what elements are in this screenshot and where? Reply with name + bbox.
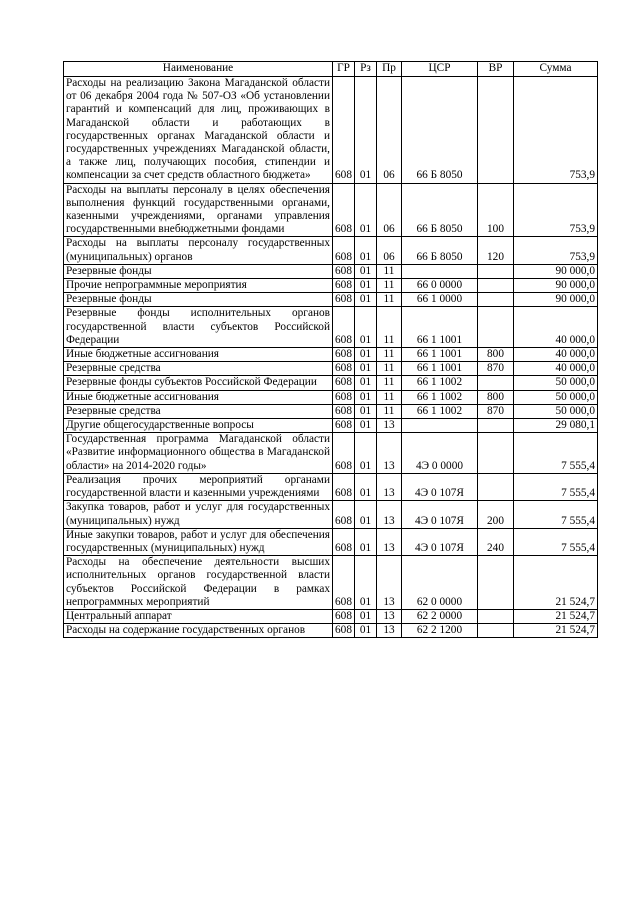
header-gr: ГР xyxy=(333,62,355,77)
cell-vr xyxy=(478,609,514,623)
cell-csr: 66 Б 8050 xyxy=(402,237,478,264)
cell-rz: 01 xyxy=(355,77,377,184)
cell-vr xyxy=(478,419,514,433)
table-row xyxy=(64,501,598,528)
cell-sum: 40 000,0 xyxy=(514,348,598,362)
cell-vr xyxy=(478,556,514,610)
budget-table xyxy=(63,61,598,638)
cell-sum: 50 000,0 xyxy=(514,376,598,390)
table-row xyxy=(64,404,598,418)
cell-name: Государственная программа Магаданской области «Развитие информационного общества в Магаданской области» на 2014-2020 годы» xyxy=(64,433,333,474)
cell-sum: 753,9 xyxy=(514,183,598,237)
cell-pr: 11 xyxy=(377,264,402,278)
cell-rz: 01 xyxy=(355,279,377,293)
cell-gr: 608 xyxy=(333,528,355,555)
cell-name: Другие общегосударственные вопросы xyxy=(64,419,333,433)
cell-gr: 608 xyxy=(333,556,355,610)
cell-name: Резервные фонды xyxy=(64,293,333,307)
cell-rz: 01 xyxy=(355,419,377,433)
cell-pr: 11 xyxy=(377,279,402,293)
cell-rz: 01 xyxy=(355,293,377,307)
cell-pr: 06 xyxy=(377,237,402,264)
cell-vr xyxy=(478,307,514,348)
cell-csr xyxy=(402,264,478,278)
cell-name: Расходы на содержание государственных органов xyxy=(64,624,333,638)
table-row xyxy=(64,307,598,348)
cell-rz: 01 xyxy=(355,362,377,376)
cell-sum: 29 080,1 xyxy=(514,419,598,433)
cell-sum: 90 000,0 xyxy=(514,264,598,278)
table-row xyxy=(64,279,598,293)
cell-rz: 01 xyxy=(355,609,377,623)
cell-name: Резервные средства xyxy=(64,362,333,376)
cell-gr: 608 xyxy=(333,348,355,362)
cell-rz: 01 xyxy=(355,624,377,638)
cell-gr: 608 xyxy=(333,419,355,433)
table-row xyxy=(64,183,598,237)
cell-vr: 120 xyxy=(478,237,514,264)
cell-name: Расходы на выплаты персоналу в целях обеспечения выполнения функций государственными органами, казенными учреждениями, органами управления государственными внебюджетными фондами xyxy=(64,183,333,237)
cell-csr: 66 0 0000 xyxy=(402,279,478,293)
cell-rz: 01 xyxy=(355,264,377,278)
cell-csr: 4Э 0 107Я xyxy=(402,528,478,555)
cell-sum: 7 555,4 xyxy=(514,501,598,528)
cell-vr: 100 xyxy=(478,183,514,237)
cell-name: Резервные фонды xyxy=(64,264,333,278)
cell-pr: 13 xyxy=(377,419,402,433)
cell-vr: 800 xyxy=(478,390,514,404)
header-csr: ЦСР xyxy=(402,62,478,77)
cell-name: Иные бюджетные ассигнования xyxy=(64,390,333,404)
table-row xyxy=(64,419,598,433)
cell-rz: 01 xyxy=(355,376,377,390)
cell-vr xyxy=(478,473,514,500)
cell-gr: 608 xyxy=(333,376,355,390)
table-row xyxy=(64,348,598,362)
cell-gr: 608 xyxy=(333,473,355,500)
cell-pr: 11 xyxy=(377,293,402,307)
cell-gr: 608 xyxy=(333,279,355,293)
cell-rz: 01 xyxy=(355,237,377,264)
cell-pr: 13 xyxy=(377,528,402,555)
cell-sum: 7 555,4 xyxy=(514,528,598,555)
cell-vr: 870 xyxy=(478,362,514,376)
cell-csr: 66 Б 8050 xyxy=(402,77,478,184)
cell-pr: 13 xyxy=(377,433,402,474)
header-rz: Рз xyxy=(355,62,377,77)
cell-vr: 870 xyxy=(478,404,514,418)
cell-pr: 06 xyxy=(377,183,402,237)
cell-vr xyxy=(478,279,514,293)
cell-pr: 13 xyxy=(377,556,402,610)
cell-rz: 01 xyxy=(355,556,377,610)
cell-name: Расходы на выплаты персоналу государственных (муниципальных) органов xyxy=(64,237,333,264)
cell-rz: 01 xyxy=(355,501,377,528)
cell-gr: 608 xyxy=(333,307,355,348)
cell-sum: 21 524,7 xyxy=(514,624,598,638)
cell-csr: 66 1 1001 xyxy=(402,307,478,348)
cell-vr xyxy=(478,624,514,638)
cell-csr: 66 1 0000 xyxy=(402,293,478,307)
cell-sum: 90 000,0 xyxy=(514,293,598,307)
cell-csr: 66 1 1001 xyxy=(402,348,478,362)
cell-csr: 4Э 0 107Я xyxy=(402,473,478,500)
cell-csr xyxy=(402,419,478,433)
cell-pr: 11 xyxy=(377,376,402,390)
cell-csr: 62 2 0000 xyxy=(402,609,478,623)
cell-name: Расходы на реализацию Закона Магаданской области от 06 декабря 2004 года № 507-ОЗ «Об установлении гарантий и компенсаций для лиц, проживающих в Магаданской области и работающих в государственных органах Магаданской области и государственных учреждениях Магаданской области, а также лиц, получающих пособия, стипендии и компенсации за счет средств областного бюджета» xyxy=(64,77,333,184)
cell-csr: 4Э 0 0000 xyxy=(402,433,478,474)
cell-name: Прочие непрограммные мероприятия xyxy=(64,279,333,293)
cell-rz: 01 xyxy=(355,348,377,362)
cell-gr: 608 xyxy=(333,77,355,184)
cell-vr: 200 xyxy=(478,501,514,528)
cell-rz: 01 xyxy=(355,307,377,348)
cell-sum: 7 555,4 xyxy=(514,433,598,474)
table-row xyxy=(64,362,598,376)
cell-csr: 66 1 1002 xyxy=(402,404,478,418)
cell-sum: 21 524,7 xyxy=(514,556,598,610)
cell-rz: 01 xyxy=(355,433,377,474)
cell-gr: 608 xyxy=(333,293,355,307)
cell-gr: 608 xyxy=(333,183,355,237)
cell-name: Иные бюджетные ассигнования xyxy=(64,348,333,362)
header-pr: Пр xyxy=(377,62,402,77)
cell-gr: 608 xyxy=(333,624,355,638)
cell-sum: 753,9 xyxy=(514,237,598,264)
cell-pr: 13 xyxy=(377,609,402,623)
cell-vr xyxy=(478,293,514,307)
cell-rz: 01 xyxy=(355,183,377,237)
table-row xyxy=(64,237,598,264)
table-header-row xyxy=(64,62,598,77)
cell-pr: 11 xyxy=(377,348,402,362)
cell-csr: 62 2 1200 xyxy=(402,624,478,638)
cell-csr: 66 1 1001 xyxy=(402,362,478,376)
cell-gr: 608 xyxy=(333,264,355,278)
cell-vr: 240 xyxy=(478,528,514,555)
cell-csr: 62 0 0000 xyxy=(402,556,478,610)
cell-name: Резервные фонды субъектов Российской Федерации xyxy=(64,376,333,390)
cell-name: Иные закупки товаров, работ и услуг для обеспечения государственных (муниципальных) нужд xyxy=(64,528,333,555)
cell-name: Реализация прочих мероприятий органами государственной власти и казенными учреждениями xyxy=(64,473,333,500)
cell-name: Закупка товаров, работ и услуг для государственных (муниципальных) нужд xyxy=(64,501,333,528)
cell-pr: 06 xyxy=(377,77,402,184)
cell-rz: 01 xyxy=(355,473,377,500)
cell-sum: 50 000,0 xyxy=(514,390,598,404)
table-row xyxy=(64,609,598,623)
table-row xyxy=(64,390,598,404)
table-row xyxy=(64,473,598,500)
cell-vr xyxy=(478,376,514,390)
cell-pr: 11 xyxy=(377,362,402,376)
table-row xyxy=(64,77,598,184)
cell-gr: 608 xyxy=(333,390,355,404)
cell-pr: 11 xyxy=(377,404,402,418)
cell-gr: 608 xyxy=(333,404,355,418)
cell-pr: 11 xyxy=(377,307,402,348)
cell-gr: 608 xyxy=(333,609,355,623)
cell-sum: 7 555,4 xyxy=(514,473,598,500)
header-vr: ВР xyxy=(478,62,514,77)
cell-name: Резервные средства xyxy=(64,404,333,418)
cell-sum: 40 000,0 xyxy=(514,307,598,348)
cell-vr: 800 xyxy=(478,348,514,362)
cell-rz: 01 xyxy=(355,390,377,404)
cell-csr: 66 1 1002 xyxy=(402,376,478,390)
cell-pr: 11 xyxy=(377,390,402,404)
table-row xyxy=(64,376,598,390)
cell-vr xyxy=(478,77,514,184)
cell-gr: 608 xyxy=(333,237,355,264)
cell-csr: 66 Б 8050 xyxy=(402,183,478,237)
cell-vr xyxy=(478,433,514,474)
cell-pr: 13 xyxy=(377,624,402,638)
header-name: Наименование xyxy=(64,62,333,77)
cell-sum: 40 000,0 xyxy=(514,362,598,376)
table-body xyxy=(64,77,598,638)
cell-csr: 4Э 0 107Я xyxy=(402,501,478,528)
cell-csr: 66 1 1002 xyxy=(402,390,478,404)
table-row xyxy=(64,433,598,474)
cell-pr: 13 xyxy=(377,473,402,500)
cell-gr: 608 xyxy=(333,362,355,376)
cell-gr: 608 xyxy=(333,501,355,528)
cell-gr: 608 xyxy=(333,433,355,474)
cell-rz: 01 xyxy=(355,528,377,555)
cell-pr: 13 xyxy=(377,501,402,528)
cell-sum: 50 000,0 xyxy=(514,404,598,418)
table-row xyxy=(64,556,598,610)
cell-name: Центральный аппарат xyxy=(64,609,333,623)
cell-name: Резервные фонды исполнительных органов государственной власти субъектов Российской Федерации xyxy=(64,307,333,348)
table-row xyxy=(64,293,598,307)
cell-sum: 753,9 xyxy=(514,77,598,184)
table-row xyxy=(64,624,598,638)
table-row xyxy=(64,264,598,278)
cell-sum: 21 524,7 xyxy=(514,609,598,623)
cell-vr xyxy=(478,264,514,278)
cell-sum: 90 000,0 xyxy=(514,279,598,293)
header-sum: Сумма xyxy=(514,62,598,77)
cell-rz: 01 xyxy=(355,404,377,418)
table-row xyxy=(64,528,598,555)
cell-name: Расходы на обеспечение деятельности высших исполнительных органов государственной власти субъектов Российской Федерации в рамках непрограммных мероприятий xyxy=(64,556,333,610)
